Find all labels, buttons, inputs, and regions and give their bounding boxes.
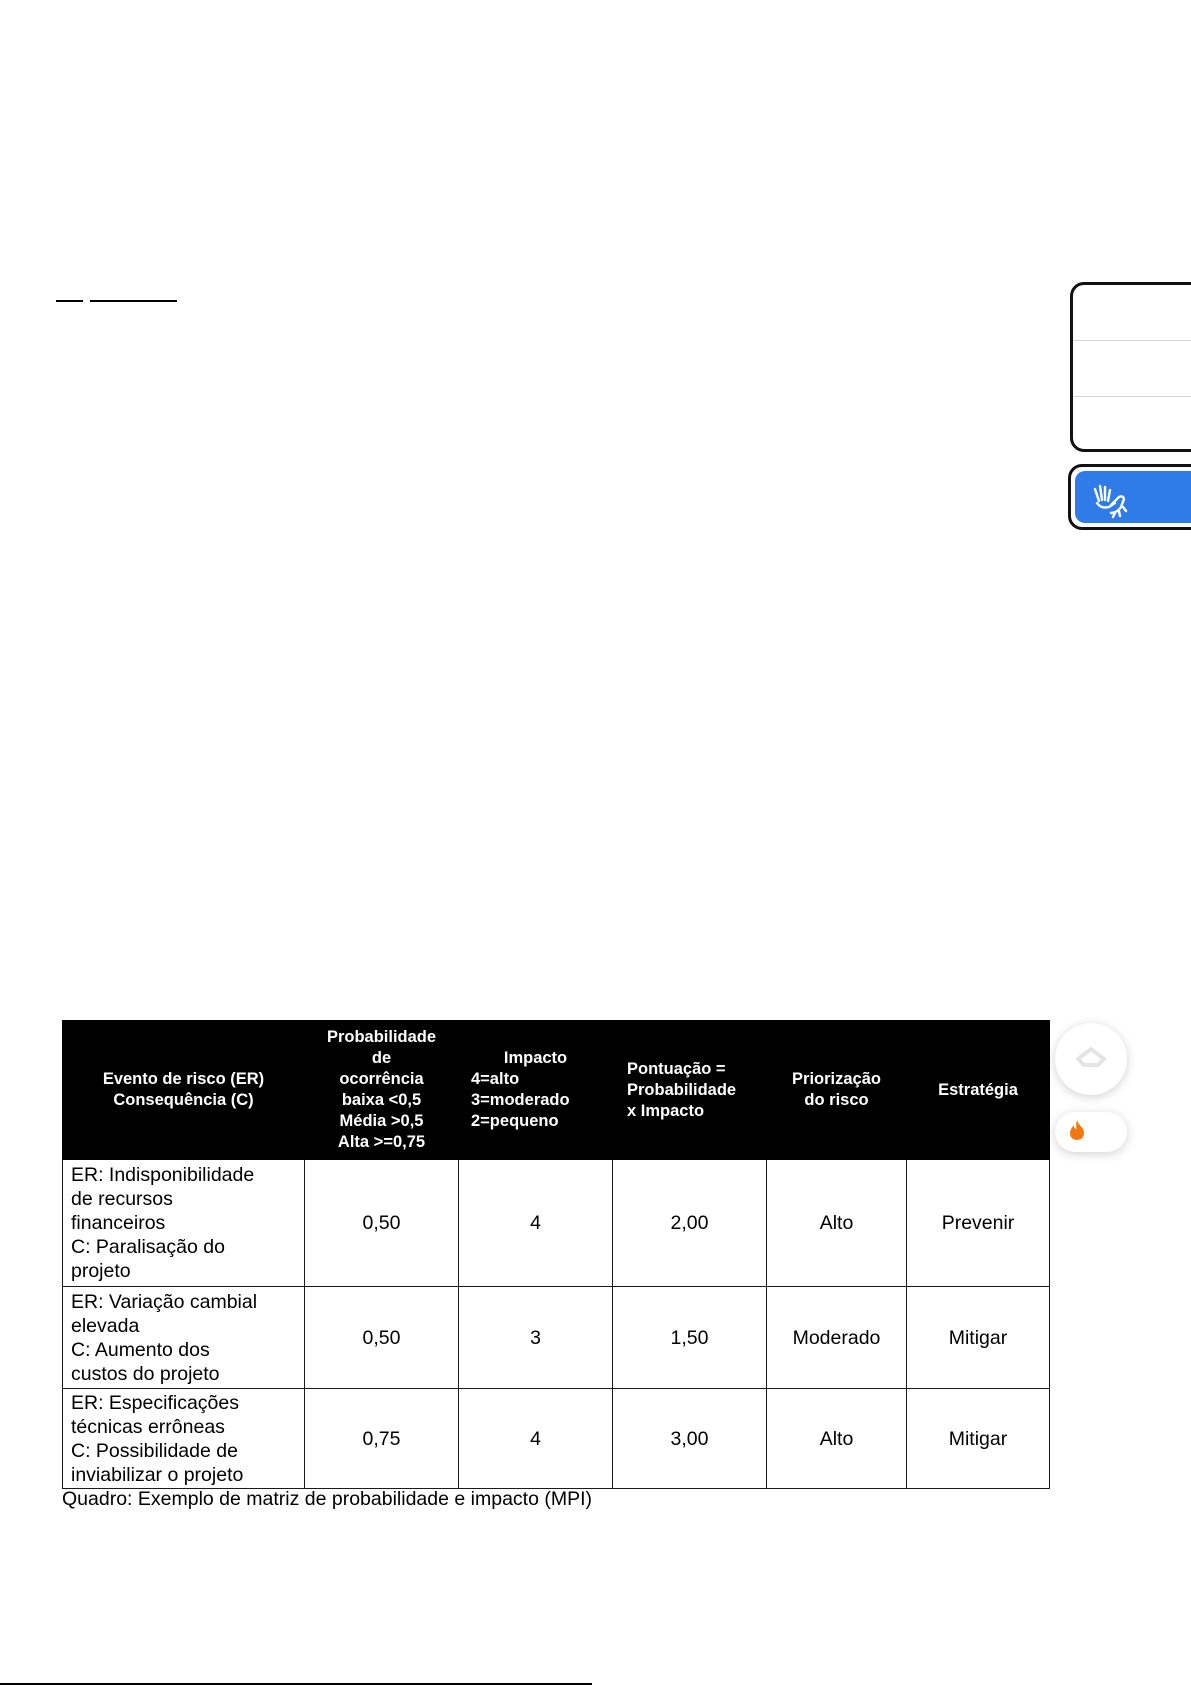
priority-cell: Alto: [767, 1160, 907, 1287]
table-row: [63, 1287, 1050, 1389]
fire-icon: [1068, 1119, 1086, 1146]
scroll-top-button[interactable]: [1055, 1023, 1127, 1095]
header-event: Evento de risco (ER) Consequência (C): [63, 1021, 305, 1160]
libras-widget: [1068, 464, 1191, 530]
strategy-cell: Mitigar: [907, 1389, 1050, 1489]
toolbar-slot[interactable]: [1073, 285, 1191, 341]
score-cell: 2,00: [613, 1160, 767, 1287]
table-caption: Quadro: Exemplo de matriz de probabilidade e impacto (MPI): [62, 1488, 593, 1510]
toolbar-slot[interactable]: [1073, 341, 1191, 397]
streak-button[interactable]: [1055, 1112, 1127, 1152]
header-score: Pontuação = Probabilidade x Impacto: [613, 1021, 767, 1160]
priority-cell: Moderado: [767, 1287, 907, 1389]
impact-cell: 4: [459, 1160, 613, 1287]
link-underline: [90, 300, 177, 302]
header-probability: Probabilidade de ocorrência baixa <0,5 Média >0,5 Alta >=0,75: [305, 1021, 459, 1160]
event-cell: ER: Variação cambial elevada C: Aumento dos custos do projeto: [63, 1287, 305, 1389]
priority-cell: Alto: [767, 1389, 907, 1489]
strategy-cell: Mitigar: [907, 1287, 1050, 1389]
link-underline: [56, 300, 83, 302]
table-header-row: [63, 1021, 1050, 1160]
event-cell: ER: Indisponibilidade de recursos financeiros C: Paralisação do projeto: [63, 1160, 305, 1287]
side-toolbar: [1070, 282, 1191, 452]
table-row: [63, 1389, 1050, 1489]
header-priority: Priorização do risco: [767, 1021, 907, 1160]
probability-cell: 0,50: [305, 1160, 459, 1287]
impact-cell: 4: [459, 1389, 613, 1489]
strategy-cell: Prevenir: [907, 1160, 1050, 1287]
header-impact: Impacto 4=alto 3=moderado 2=pequeno: [459, 1021, 613, 1160]
risk-matrix-table: [62, 1020, 1050, 1489]
libras-button[interactable]: [1075, 471, 1191, 523]
header-strategy: Estratégia: [907, 1021, 1050, 1160]
probability-cell: 0,50: [305, 1287, 459, 1389]
table-row: [63, 1160, 1050, 1287]
scroll-top-icon: [1074, 1045, 1108, 1074]
score-cell: 1,50: [613, 1287, 767, 1389]
score-cell: 3,00: [613, 1389, 767, 1489]
probability-cell: 0,75: [305, 1389, 459, 1489]
event-cell: ER: Especificações técnicas errôneas C: Possibilidade de inviabilizar o projeto: [63, 1389, 305, 1489]
impact-cell: 3: [459, 1287, 613, 1389]
toolbar-slot[interactable]: [1073, 397, 1191, 452]
sign-language-icon: [1089, 477, 1131, 524]
